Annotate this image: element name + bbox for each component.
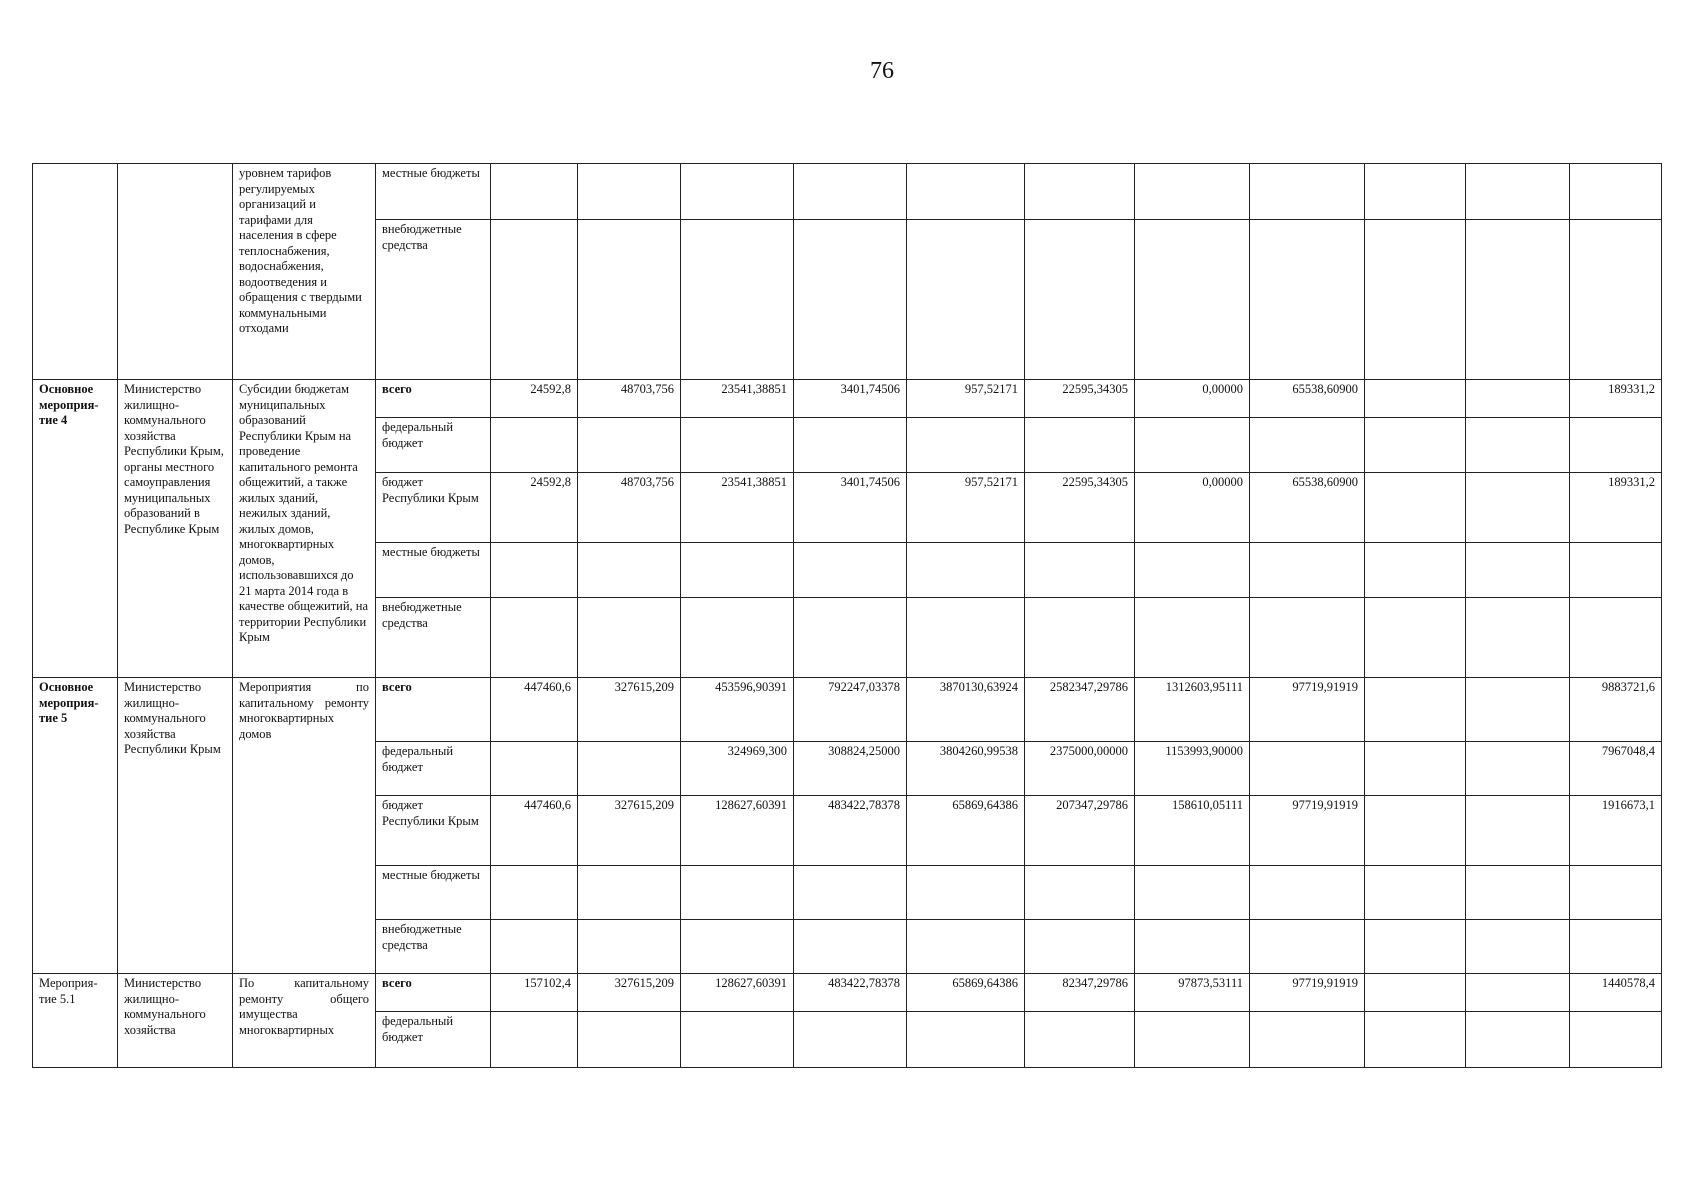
value-cell — [1025, 1012, 1135, 1068]
executor-cell: Министерство жилищно-коммунального хозяйства — [118, 974, 233, 1068]
value-cell — [1025, 920, 1135, 974]
value-cell: 97719,91919 — [1250, 974, 1365, 1012]
value-cell — [1365, 742, 1466, 796]
value-cell: 483422,78378 — [794, 974, 907, 1012]
value-cell — [1365, 598, 1466, 678]
value-cell — [1025, 418, 1135, 473]
value-cell — [1365, 220, 1466, 380]
budget-table — [32, 163, 1662, 1068]
value-cell: 308824,25000 — [794, 742, 907, 796]
value-cell: 327615,209 — [578, 974, 681, 1012]
value-cell — [681, 866, 794, 920]
value-cell: 1153993,90000 — [1135, 742, 1250, 796]
value-cell: 792247,03378 — [794, 678, 907, 742]
funding-source-cell: местные бюджеты — [376, 164, 491, 220]
funding-source-cell: всего — [376, 678, 491, 742]
value-cell: 189331,2 — [1570, 473, 1662, 543]
value-cell — [491, 920, 578, 974]
value-cell: 22595,34305 — [1025, 380, 1135, 418]
value-cell — [1466, 164, 1570, 220]
value-cell: 22595,34305 — [1025, 473, 1135, 543]
value-cell — [578, 866, 681, 920]
value-cell: 324969,300 — [681, 742, 794, 796]
value-cell — [794, 598, 907, 678]
value-cell — [578, 220, 681, 380]
value-cell: 158610,05111 — [1135, 796, 1250, 866]
value-cell — [578, 543, 681, 598]
value-cell: 3870130,63924 — [907, 678, 1025, 742]
value-cell: 2582347,29786 — [1025, 678, 1135, 742]
value-cell: 24592,8 — [491, 473, 578, 543]
value-cell — [1250, 742, 1365, 796]
value-cell — [1365, 543, 1466, 598]
value-cell — [1466, 1012, 1570, 1068]
funding-source-cell: федеральный бюджет — [376, 418, 491, 473]
event-cell: Основное мероприя-тие 4 — [33, 380, 118, 678]
value-cell — [907, 164, 1025, 220]
value-cell — [491, 866, 578, 920]
value-cell — [794, 866, 907, 920]
value-cell — [1025, 543, 1135, 598]
value-cell — [1250, 866, 1365, 920]
value-cell — [794, 220, 907, 380]
value-cell: 97719,91919 — [1250, 796, 1365, 866]
value-cell: 2375000,00000 — [1025, 742, 1135, 796]
value-cell: 1916673,1 — [1570, 796, 1662, 866]
value-cell — [1025, 598, 1135, 678]
value-cell — [1025, 220, 1135, 380]
value-cell — [681, 543, 794, 598]
value-cell: 447460,6 — [491, 796, 578, 866]
value-cell: 23541,38851 — [681, 473, 794, 543]
executor-cell: Министерство жилищно-коммунального хозяйства Республики Крым, органы местного самоуправления муниципальных образований в Республике Крым — [118, 380, 233, 678]
value-cell — [794, 920, 907, 974]
value-cell: 48703,756 — [578, 380, 681, 418]
value-cell: 1312603,95111 — [1135, 678, 1250, 742]
value-cell — [1365, 678, 1466, 742]
value-cell: 483422,78378 — [794, 796, 907, 866]
event-cell — [33, 164, 118, 380]
value-cell — [1365, 1012, 1466, 1068]
value-cell — [578, 598, 681, 678]
value-cell — [907, 920, 1025, 974]
funding-source-cell: внебюджетные средства — [376, 920, 491, 974]
value-cell — [1025, 866, 1135, 920]
description-cell: уровнем тарифов регулируемых организаций и тарифами для населения в сфере теплоснабжения, водоснабжения, водоотведения и обращения с твердыми коммунальными отходами — [233, 164, 376, 380]
value-cell: 1440578,4 — [1570, 974, 1662, 1012]
table-row — [33, 380, 1662, 418]
value-cell — [1466, 220, 1570, 380]
value-cell — [907, 866, 1025, 920]
value-cell — [681, 220, 794, 380]
value-cell — [1135, 866, 1250, 920]
value-cell — [907, 543, 1025, 598]
value-cell: 957,52171 — [907, 473, 1025, 543]
value-cell: 65869,64386 — [907, 796, 1025, 866]
funding-source-cell: всего — [376, 380, 491, 418]
funding-source-cell: федеральный бюджет — [376, 1012, 491, 1068]
value-cell — [1135, 920, 1250, 974]
value-cell — [578, 164, 681, 220]
value-cell — [1365, 866, 1466, 920]
value-cell — [1466, 920, 1570, 974]
value-cell — [1570, 164, 1662, 220]
value-cell — [491, 164, 578, 220]
value-cell — [1135, 220, 1250, 380]
value-cell: 7967048,4 — [1570, 742, 1662, 796]
table-row — [33, 164, 1662, 220]
value-cell — [907, 598, 1025, 678]
value-cell — [1250, 418, 1365, 473]
value-cell — [681, 418, 794, 473]
page-number: 76 — [870, 58, 894, 84]
value-cell — [794, 164, 907, 220]
value-cell — [578, 742, 681, 796]
value-cell: 189331,2 — [1570, 380, 1662, 418]
description-cell: Субсидии бюджетам муниципальных образований Республики Крым на проведение капитального ремонта общежитий, а также жилых зданий, нежилых зданий, жилых домов, многоквартирных домов, использовавшихся до 21 марта 2014 года в качестве общежитий, на территории Республики Крым — [233, 380, 376, 678]
value-cell — [491, 742, 578, 796]
value-cell: 97719,91919 — [1250, 678, 1365, 742]
value-cell: 447460,6 — [491, 678, 578, 742]
value-cell — [1466, 418, 1570, 473]
value-cell — [794, 543, 907, 598]
value-cell: 9883721,6 — [1570, 678, 1662, 742]
value-cell — [907, 1012, 1025, 1068]
funding-source-cell: бюджет Республики Крым — [376, 473, 491, 543]
value-cell — [681, 598, 794, 678]
value-cell — [1570, 920, 1662, 974]
value-cell — [1250, 1012, 1365, 1068]
value-cell — [491, 418, 578, 473]
value-cell — [681, 164, 794, 220]
value-cell — [1466, 473, 1570, 543]
value-cell — [1466, 974, 1570, 1012]
table-row — [33, 678, 1662, 742]
value-cell: 128627,60391 — [681, 974, 794, 1012]
value-cell: 327615,209 — [578, 796, 681, 866]
value-cell — [1570, 220, 1662, 380]
value-cell: 65538,60900 — [1250, 473, 1365, 543]
value-cell — [1250, 164, 1365, 220]
value-cell: 82347,29786 — [1025, 974, 1135, 1012]
value-cell — [1365, 418, 1466, 473]
value-cell — [491, 543, 578, 598]
value-cell — [1250, 598, 1365, 678]
value-cell — [578, 1012, 681, 1068]
funding-source-cell: бюджет Республики Крым — [376, 796, 491, 866]
value-cell: 327615,209 — [578, 678, 681, 742]
value-cell — [907, 220, 1025, 380]
value-cell — [1135, 1012, 1250, 1068]
value-cell: 957,52171 — [907, 380, 1025, 418]
funding-source-cell: внебюджетные средства — [376, 598, 491, 678]
funding-source-cell: внебюджетные средства — [376, 220, 491, 380]
value-cell — [1135, 164, 1250, 220]
value-cell — [1570, 866, 1662, 920]
value-cell — [1466, 380, 1570, 418]
funding-source-cell: местные бюджеты — [376, 866, 491, 920]
value-cell — [1570, 418, 1662, 473]
value-cell: 23541,38851 — [681, 380, 794, 418]
executor-cell — [118, 164, 233, 380]
event-cell: Основное мероприя-тие 5 — [33, 678, 118, 974]
value-cell — [681, 920, 794, 974]
value-cell — [491, 220, 578, 380]
value-cell: 3804260,99538 — [907, 742, 1025, 796]
value-cell — [491, 598, 578, 678]
funding-source-cell: местные бюджеты — [376, 543, 491, 598]
value-cell — [794, 418, 907, 473]
value-cell: 3401,74506 — [794, 473, 907, 543]
value-cell — [1466, 678, 1570, 742]
value-cell — [1466, 598, 1570, 678]
value-cell: 207347,29786 — [1025, 796, 1135, 866]
value-cell — [1365, 380, 1466, 418]
executor-cell: Министерство жилищно-коммунального хозяйства Республики Крым — [118, 678, 233, 974]
funding-source-cell: всего — [376, 974, 491, 1012]
event-cell: Мероприя-тие 5.1 — [33, 974, 118, 1068]
value-cell — [1466, 866, 1570, 920]
value-cell — [1135, 543, 1250, 598]
value-cell — [1570, 1012, 1662, 1068]
value-cell — [1570, 543, 1662, 598]
value-cell: 0,00000 — [1135, 473, 1250, 543]
value-cell — [1570, 598, 1662, 678]
value-cell — [491, 1012, 578, 1068]
table-row — [33, 974, 1662, 1012]
value-cell — [1025, 164, 1135, 220]
value-cell: 157102,4 — [491, 974, 578, 1012]
value-cell — [1466, 742, 1570, 796]
value-cell — [1135, 418, 1250, 473]
value-cell — [1365, 920, 1466, 974]
value-cell: 0,00000 — [1135, 380, 1250, 418]
value-cell — [1365, 796, 1466, 866]
value-cell — [794, 1012, 907, 1068]
value-cell — [1135, 598, 1250, 678]
description-cell: По капитальному ремонту общего имущества многоквартирных — [233, 974, 376, 1068]
value-cell — [1466, 796, 1570, 866]
value-cell — [578, 920, 681, 974]
value-cell: 65869,64386 — [907, 974, 1025, 1012]
value-cell — [1365, 164, 1466, 220]
value-cell — [1250, 543, 1365, 598]
value-cell — [1365, 974, 1466, 1012]
value-cell: 128627,60391 — [681, 796, 794, 866]
value-cell — [1250, 220, 1365, 380]
value-cell — [578, 418, 681, 473]
value-cell: 48703,756 — [578, 473, 681, 543]
value-cell: 3401,74506 — [794, 380, 907, 418]
value-cell: 453596,90391 — [681, 678, 794, 742]
value-cell — [1365, 473, 1466, 543]
value-cell — [1250, 920, 1365, 974]
value-cell: 24592,8 — [491, 380, 578, 418]
funding-source-cell: федеральный бюджет — [376, 742, 491, 796]
value-cell: 97873,53111 — [1135, 974, 1250, 1012]
value-cell — [1466, 543, 1570, 598]
value-cell: 65538,60900 — [1250, 380, 1365, 418]
description-cell: Мероприятия по капитальному ремонту многоквартирных домов — [233, 678, 376, 974]
value-cell — [907, 418, 1025, 473]
value-cell — [681, 1012, 794, 1068]
